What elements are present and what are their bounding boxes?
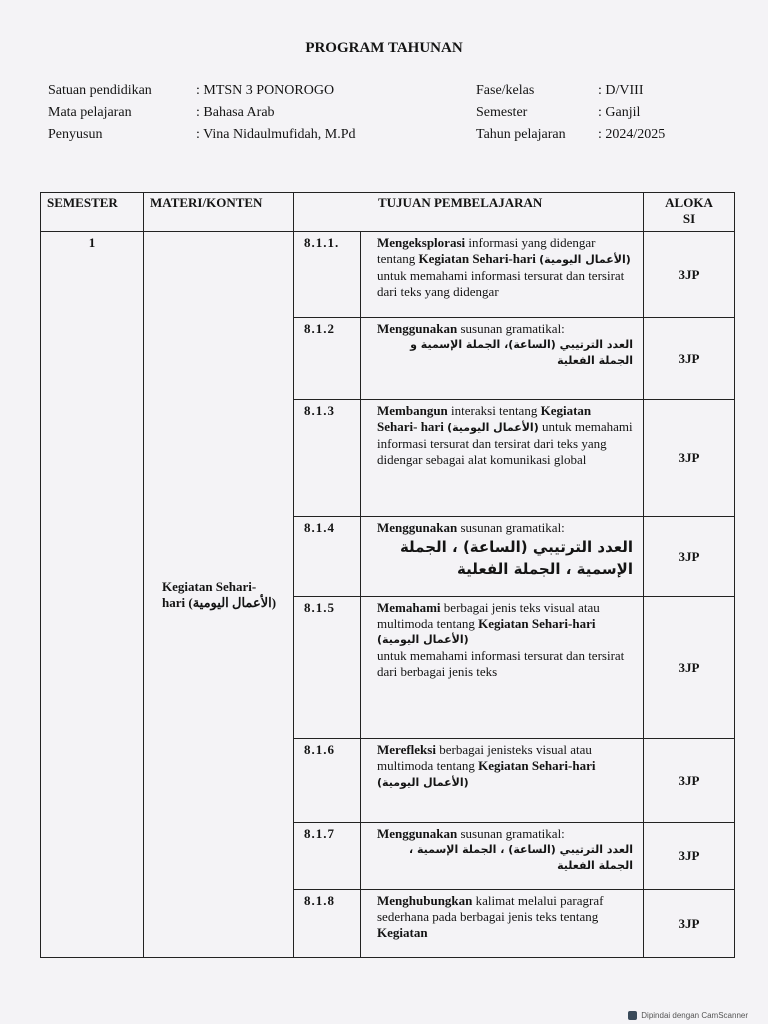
table-row (41, 232, 735, 318)
scanner-watermark-text: Dipindai dengan CamScanner (641, 1011, 748, 1020)
alokasi-value: 3JP (644, 517, 735, 597)
tp-arabic: (الأعمال اليومية) (377, 633, 469, 646)
tp-text (361, 318, 644, 400)
tp-verb: Memahami (377, 600, 441, 615)
meta-value-mapel: : Bahasa Arab (196, 105, 275, 120)
tp-body: berbagai jenis teks visual atau multimoda tentang (377, 600, 600, 631)
tp-topic: Kegiatan Sehari- hari (377, 403, 592, 434)
meta-value-satuan: : MTSN 3 PONOROGO (196, 83, 335, 98)
alokasi-value: 3JP (644, 597, 735, 739)
semester-value: 1 (88, 235, 96, 250)
tp-body: informasi yang didengar tentang (377, 235, 596, 266)
tp-topic: Kegiatan Sehari-hari (478, 616, 596, 631)
tp-code: 8.1.1. (294, 232, 361, 318)
meta-value-penyusun: : Vina Nidaulmufidah, M.Pd (196, 127, 356, 142)
tp-body-2: untuk memahami informasi tersurat dan tersirat dari berbagai jenis teks (377, 648, 625, 679)
alokasi-value: 3JP (644, 890, 735, 958)
tp-code: 8.1.2 (294, 318, 361, 400)
program-table (40, 192, 735, 958)
header-tujuan: TUJUAN PEMBELAJARAN (294, 193, 644, 232)
tp-arabic: العدد الترتيبي (الساعة) ، الجملة الإسمية ، الجملة الفعلية (399, 538, 633, 578)
meta-label-tahun: Tahun pelajaran (476, 127, 566, 142)
tp-text (361, 890, 644, 958)
header-alokasi-line1: ALOKA (665, 195, 713, 210)
tp-arabic: (الأعمال اليومية) (447, 421, 539, 434)
tp-verb: Menghubungkan (377, 893, 473, 908)
materi-line2: hari (الأعمال اليومية) (162, 594, 277, 610)
tp-text (361, 739, 644, 823)
meta-left-values (196, 80, 456, 146)
tp-arabic: (الأعمال اليومية) (377, 776, 469, 789)
header-alokasi-line2: SI (682, 211, 696, 226)
alokasi-value: 3JP (644, 318, 735, 400)
tp-body-2: untuk memahami informasi tersurat dan tersirat dari teks yang didengar (377, 268, 625, 299)
meta-left-labels (48, 80, 198, 146)
meta-value-tahun: : 2024/2025 (598, 127, 666, 142)
tp-verb: Membangun (377, 403, 448, 418)
tp-body: susunan gramatikal: (457, 321, 565, 336)
tp-code: 8.1.6 (294, 739, 361, 823)
alokasi-value: 3JP (644, 232, 735, 318)
meta-value-fase: : D/VIII (598, 83, 644, 98)
tp-text (361, 232, 644, 318)
alokasi-value: 3JP (644, 823, 735, 890)
tp-arabic: العدد الترتيبي (الساعة) ، الجملة الإسمية ، الجملة الفعلية (408, 843, 633, 872)
meta-label-penyusun: Penyusun (48, 127, 103, 142)
meta-right-labels (476, 80, 606, 146)
tp-body: susunan gramatikal: (457, 520, 565, 535)
meta-label-fase: Fase/kelas (476, 83, 535, 98)
tp-topic: Kegiatan Sehari-hari (478, 758, 596, 773)
header-materi: MATERI/KONTEN (144, 193, 294, 232)
tp-body: susunan gramatikal: (457, 826, 565, 841)
tp-arabic: (الأعمال اليومية) (539, 253, 631, 266)
tp-text (361, 517, 644, 597)
tp-text (361, 400, 644, 517)
meta-label-semester: Semester (476, 105, 528, 120)
alokasi-value: 3JP (644, 739, 735, 823)
tp-code: 8.1.7 (294, 823, 361, 890)
meta-label-satuan: Satuan pendidikan (48, 83, 152, 98)
alokasi-value: 3JP (644, 400, 735, 517)
tp-verb: Menggunakan (377, 826, 458, 841)
meta-value-semester: : Ganjil (598, 105, 641, 120)
tp-topic: Kegiatan Sehari-hari (418, 251, 536, 266)
tp-body-2: untuk memahami informasi tersurat dan tersirat dari teks yang didengar sebagai alat komunikasi global (377, 419, 633, 467)
semester-cell (41, 232, 144, 958)
tp-code: 8.1.3 (294, 400, 361, 517)
tp-text (361, 597, 644, 739)
tp-code: 8.1.5 (294, 597, 361, 739)
tp-code: 8.1.8 (294, 890, 361, 958)
tp-verb: Menggunakan (377, 321, 458, 336)
tp-text (361, 823, 644, 890)
tp-body: kalimat melalui paragraf sederhana pada berbagai jenis teks tentang (377, 893, 604, 924)
tp-body: berbagai jenisteks visual atau multimoda tentang (377, 742, 592, 773)
table-header-row (41, 193, 735, 232)
tp-code: 8.1.4 (294, 517, 361, 597)
materi-cell (144, 232, 294, 958)
materi-line1: Kegiatan Sehari- (162, 578, 257, 594)
meta-right-values (598, 80, 718, 146)
header-alokasi (644, 193, 735, 232)
tp-body: interaksi tentang (447, 403, 541, 418)
header-semester: SEMESTER (41, 193, 144, 232)
tp-arabic: العدد الترتيبي (الساعة)، الجملة الإسمية و الجملة الفعلية (410, 338, 633, 367)
camscanner-icon (628, 1011, 637, 1020)
meta-label-mapel: Mata pelajaran (48, 105, 132, 120)
tp-topic: Kegiatan (377, 925, 428, 940)
tp-verb: Mengeksplorasi (377, 235, 466, 250)
scanner-watermark (628, 1011, 748, 1020)
tp-verb: Merefleksi (377, 742, 436, 757)
document-title: PROGRAM TAHUNAN (305, 40, 463, 56)
tp-verb: Menggunakan (377, 520, 458, 535)
